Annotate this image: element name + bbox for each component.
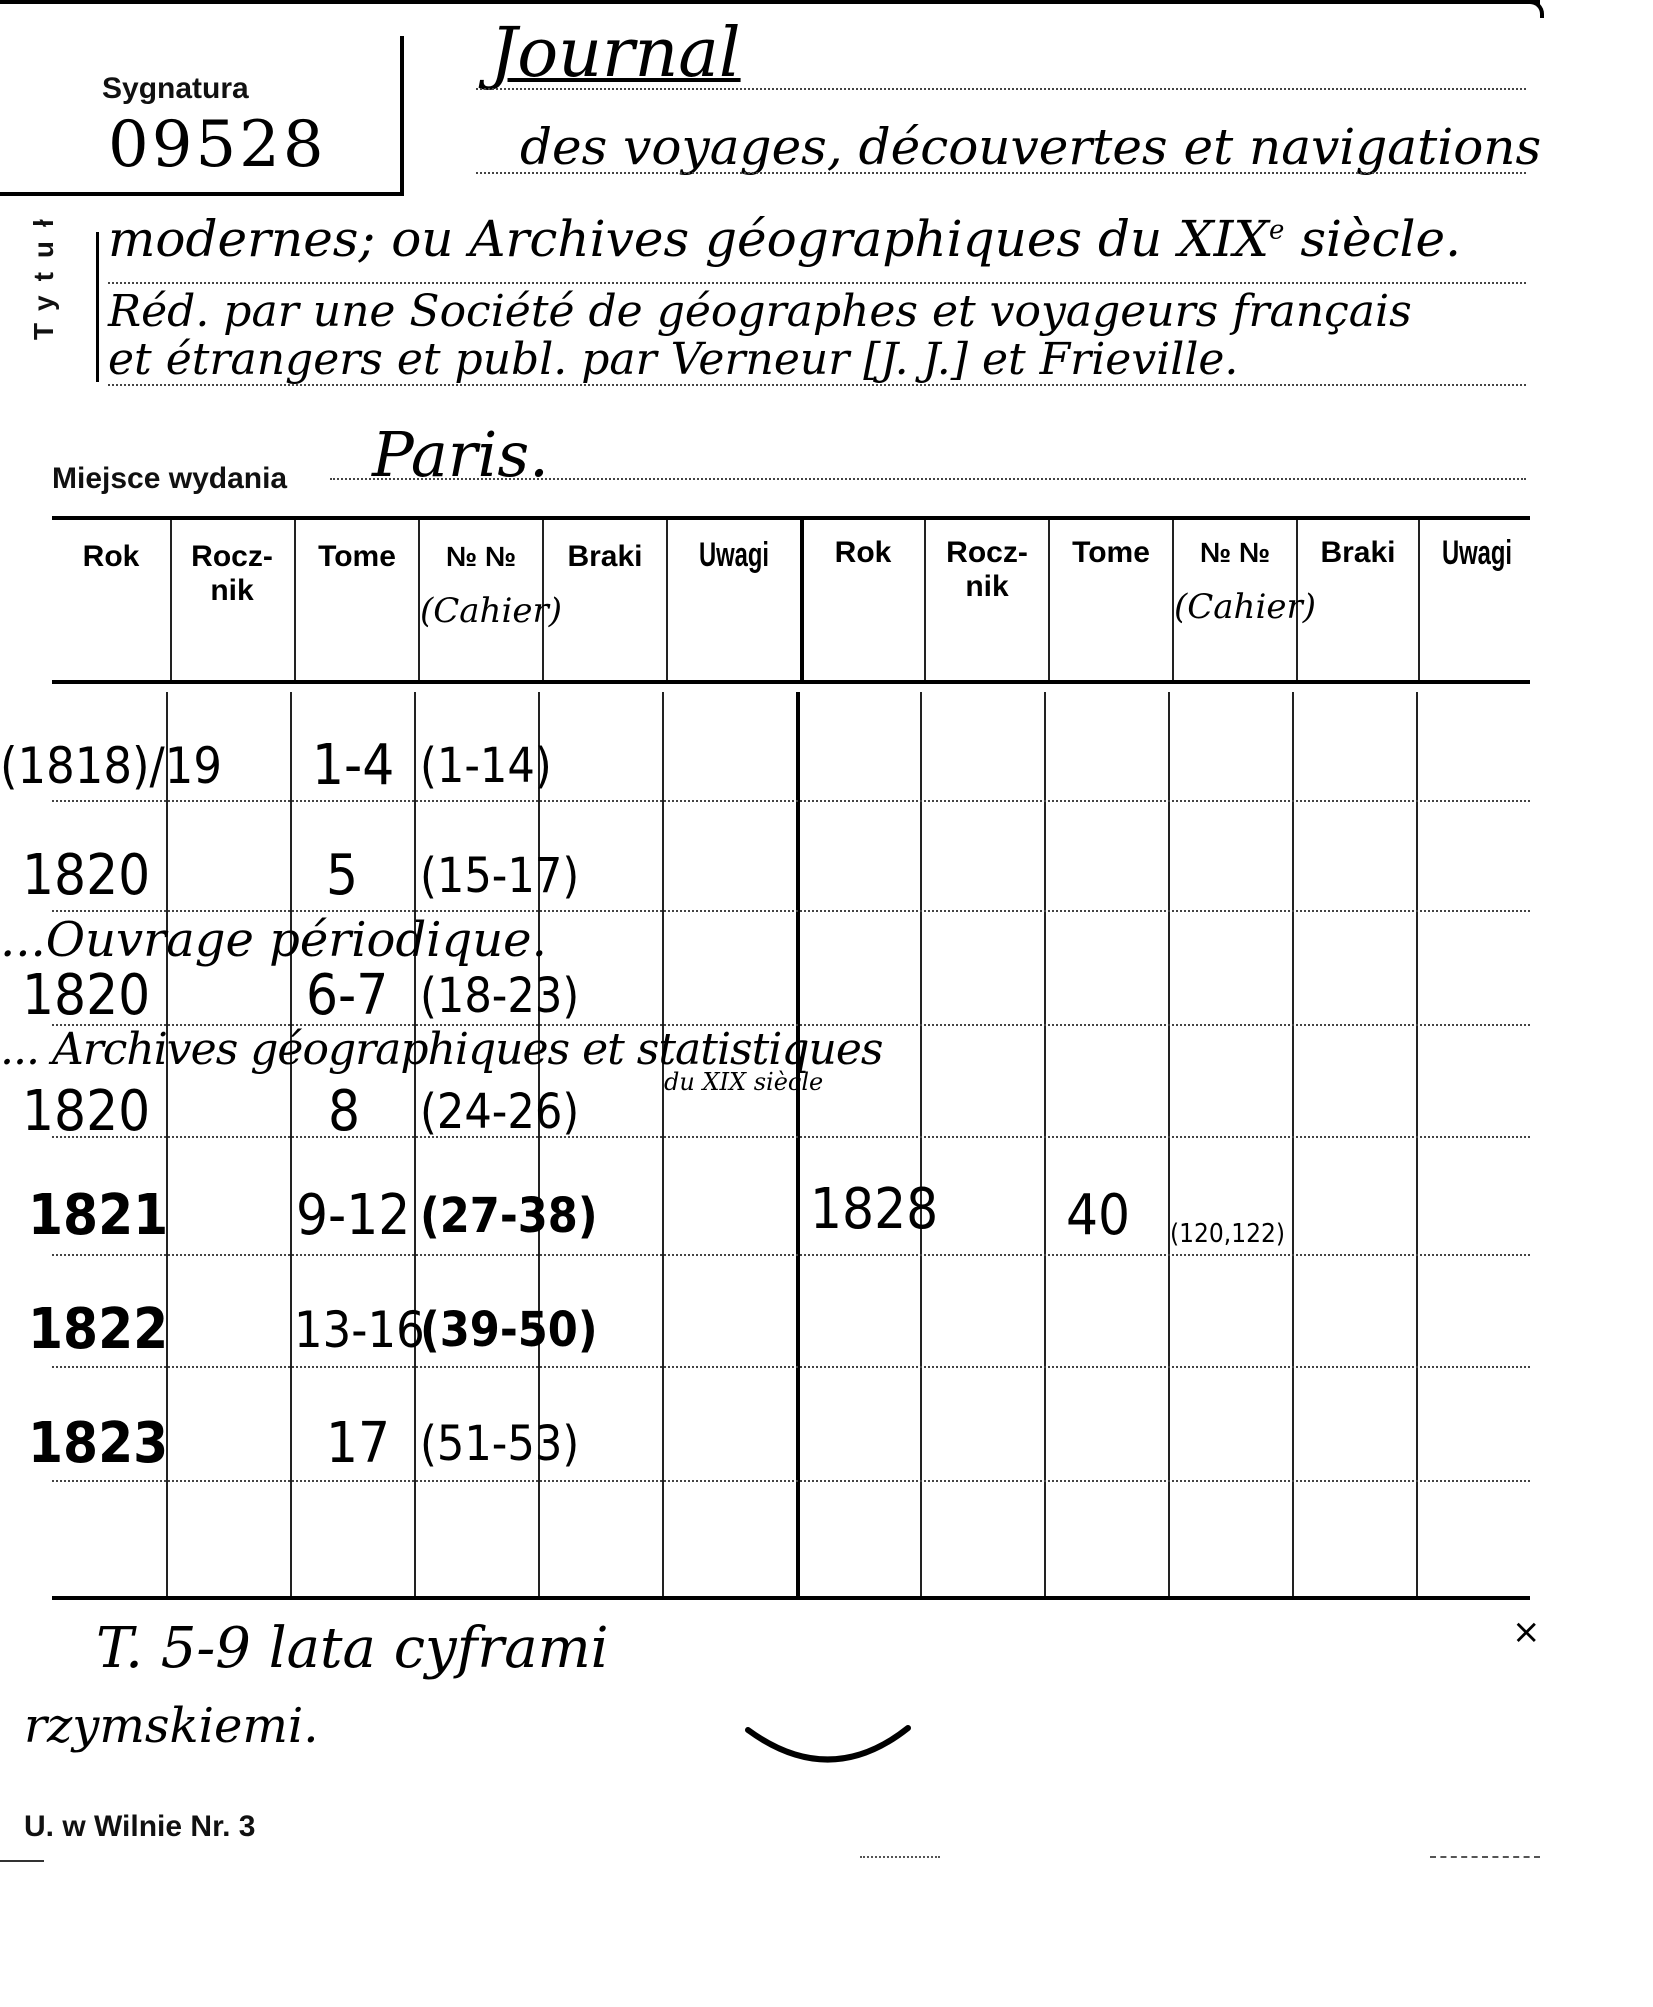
col-header-rok: Rok — [82, 540, 140, 573]
row-5-rok: 1821 — [28, 1183, 169, 1248]
tytul-label: Tytuł — [28, 205, 59, 340]
sygnatura-label: Sygnatura — [102, 72, 249, 105]
title-dotline-3 — [108, 282, 1526, 284]
row-3-rok: 1820 — [22, 963, 151, 1028]
col-header-nrnr: № № (Cahier) — [420, 541, 562, 631]
footer-note-line-1: T. 5-9 lata cyframi — [96, 1616, 609, 1681]
col-divider — [920, 692, 922, 1596]
right-row-1-nr: (120,122) — [1170, 1219, 1285, 1249]
row-6-rok: 1822 — [28, 1297, 169, 1362]
col-divider — [1416, 692, 1418, 1596]
card-top-corner — [1520, 0, 1544, 18]
title-first-word: Journal — [490, 14, 741, 93]
row-dotline — [52, 1366, 1530, 1368]
row-6-nr: (39-50) — [420, 1302, 598, 1358]
cross-mark: × — [1512, 1612, 1541, 1652]
row-5-tome: 9-12 — [296, 1183, 411, 1248]
row-7-rok: 1823 — [28, 1411, 169, 1476]
right-row-1-tome: 40 — [1066, 1183, 1131, 1248]
right-row-1-rok: 1828 — [810, 1177, 939, 1242]
row-7-nr: (51-53) — [420, 1416, 580, 1472]
table-header-rule — [52, 680, 1530, 684]
row-dotline — [52, 800, 1530, 802]
row-4-nr: (24-26) — [420, 1084, 580, 1140]
row-3-tome: 6-7 — [306, 963, 389, 1028]
col-header-tome: Tome — [1072, 536, 1150, 569]
col-center-divider — [796, 692, 800, 1596]
col-header-tome: Tome — [318, 540, 396, 573]
row-6-tome: 13-16 — [294, 1301, 425, 1359]
miejsce-dotline — [330, 478, 1526, 480]
interline-note-siecle: du XIX siècle — [664, 1068, 824, 1096]
title-line-4: et étrangers et publ. par Verneur [J. J.] et Frieville. — [108, 334, 1239, 385]
interline-note-archives: ... Archives géographiques et statistiques — [0, 1024, 883, 1075]
col-divider — [1168, 692, 1170, 1596]
footer-note-line-2: rzymskiemi. — [24, 1698, 319, 1754]
row-5-nr: (27-38) — [420, 1188, 598, 1244]
col-header-braki: Braki — [1320, 536, 1396, 569]
title-line-1: des voyages, découvertes et navigations — [520, 118, 1542, 176]
row-7-tome: 17 — [326, 1411, 391, 1476]
col-header-rocznik: Rocz- nik — [191, 540, 273, 607]
row-3-nr: (18-23) — [420, 968, 580, 1024]
row-1-tome: 1-4 — [312, 733, 395, 798]
row-2-nr: (15-17) — [420, 848, 580, 904]
col-header-braki: Braki — [567, 540, 643, 573]
col-divider — [290, 692, 292, 1596]
col-divider — [924, 520, 926, 680]
row-2-tome: 5 — [326, 843, 359, 908]
title-dotline-1 — [476, 88, 1526, 90]
col-divider — [1418, 520, 1420, 680]
col-divider — [1044, 692, 1046, 1596]
bottom-edge-mark — [860, 1856, 940, 1858]
col-divider — [666, 520, 668, 680]
row-1-rok: (1818)/19 — [0, 737, 222, 795]
col-header-uwagi: Uwagi — [698, 536, 770, 574]
bottom-edge-mark — [1430, 1856, 1540, 1858]
col-header-rok: Rok — [834, 536, 892, 569]
interline-note-ouvrage: ...Ouvrage périodique. — [0, 912, 547, 968]
card-top-edge — [0, 0, 1540, 4]
col-header-nrnr: № № (Cahier) — [1174, 537, 1316, 627]
sygnatura-value: 09528 — [108, 108, 327, 182]
row-dotline — [52, 1136, 1530, 1138]
col-header-rocznik: Rocz- nik — [946, 536, 1028, 603]
row-2-rok: 1820 — [22, 843, 151, 908]
miejsce-value: Paris. — [372, 418, 549, 491]
col-divider — [414, 692, 416, 1596]
row-dotline — [52, 1480, 1530, 1482]
row-dotline — [52, 1254, 1530, 1256]
title-line-2: modernes; ou Archives géographiques du XIXe siècle. — [108, 210, 1462, 268]
miejsce-label: Miejsce wydania — [52, 462, 288, 495]
col-divider — [1292, 692, 1294, 1596]
row-4-tome: 8 — [328, 1079, 361, 1144]
row-1-nr: (1-14) — [420, 738, 552, 794]
curve-stroke-decoration — [740, 1710, 920, 1780]
title-dotline-4 — [108, 384, 1526, 386]
table-bottom-rule — [52, 1596, 1530, 1600]
imprint-text: U. w Wilnie Nr. 3 — [24, 1810, 256, 1843]
col-divider — [662, 692, 664, 1596]
table-top-rule — [52, 516, 1530, 520]
bottom-edge-mark — [0, 1860, 44, 1862]
title-line-3: Réd. par une Société de géographes et voyageurs français — [108, 286, 1412, 337]
col-header-uwagi: Uwagi — [1441, 534, 1513, 572]
row-4-rok: 1820 — [22, 1079, 151, 1144]
title-dotline-2 — [476, 172, 1526, 174]
